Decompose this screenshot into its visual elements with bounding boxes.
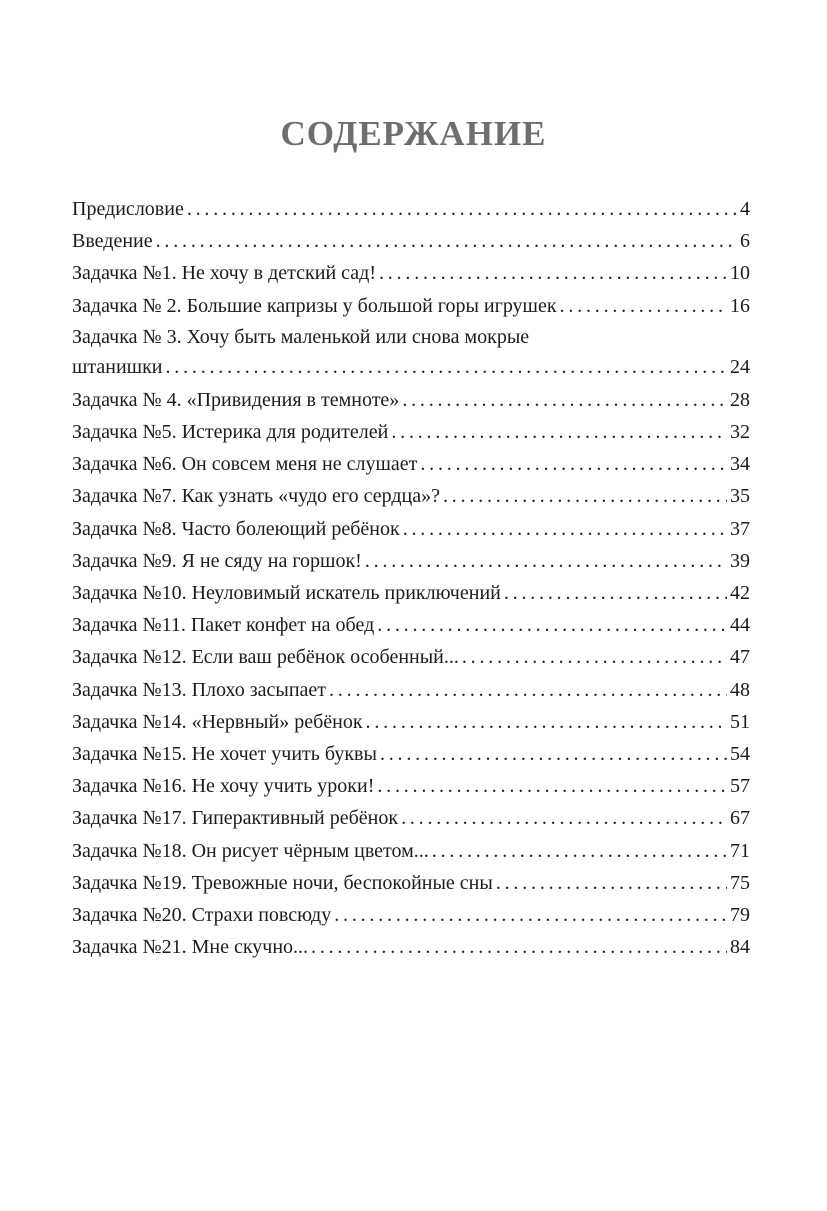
toc-entry-label: Задачка №10. Неуловимый искатель приключений [72,582,501,605]
toc-entry[interactable] [72,290,750,322]
toc-entry-page: 48 [730,678,750,701]
dot-leader [377,770,727,802]
toc-entry-label: Задачка №1. Не хочу в детский сад! [72,262,376,285]
dot-leader [432,835,727,867]
toc-entry-page: 47 [730,646,750,669]
toc-entry[interactable] [72,545,750,577]
toc-entry[interactable] [72,384,750,416]
toc-entry-label: Задачка №20. Страхи повсюду [72,904,332,927]
dot-leader [560,290,727,322]
dot-leader [401,802,727,834]
dot-leader [420,448,727,480]
toc-entry[interactable] [72,225,750,257]
dot-leader [156,225,737,257]
toc-entry-page: 34 [730,453,750,476]
toc-entry[interactable] [72,867,750,899]
toc-entry-label: Задачка №9. Я не сяду на горшок! [72,549,362,572]
toc-entry-label: Задачка №15. Не хочет учить буквы [72,743,377,766]
toc-entry-label: Задачка №14. «Нервный» ребёнок [72,710,363,733]
toc-entry-label-line1: Задачка № 3. Хочу быть маленькой или снова мокрые [72,325,530,348]
toc-entry[interactable] [72,738,750,770]
toc-entry[interactable] [72,931,750,963]
toc-entry-page: 71 [730,839,750,862]
toc-entry-page: 75 [730,871,750,894]
toc-entry[interactable] [72,193,750,225]
dot-leader [377,609,727,641]
toc-entry-label: Задачка №11. Пакет конфет на обед [72,614,375,637]
toc-entry[interactable] [72,480,750,512]
toc-entry-label: Задачка №21. Мне скучно... [72,936,309,959]
toc-entry[interactable] [72,322,750,382]
toc-entry-label: Задачка №18. Он рисует чёрным цветом... [72,839,429,862]
toc-entry-page: 42 [730,582,750,605]
dot-leader [166,352,728,382]
toc-entry-page: 16 [730,294,750,317]
dot-leader [443,480,727,512]
toc-entry-label-line2: штанишки [72,355,163,378]
toc-entry-page: 35 [730,485,750,508]
toc-entry-page: 37 [730,517,750,540]
toc-entry-page: 57 [730,775,750,798]
toc-entry-label: Предисловие [72,198,184,220]
dot-leader [391,416,727,448]
toc-entry-page: 54 [730,743,750,766]
dot-leader [504,577,727,609]
toc-entry[interactable] [72,257,750,289]
dot-leader [379,257,727,289]
toc-entry-label: Задачка №7. Как узнать «чудо его сердца»? [72,485,440,508]
toc-entry[interactable] [72,513,750,545]
toc-entry-page: 51 [730,710,750,733]
dot-leader [187,193,737,225]
toc-entry[interactable] [72,674,750,706]
dot-leader [496,867,727,899]
toc-entry-page: 4 [740,198,750,220]
page-title: СОДЕРЖАНИЕ [280,114,547,153]
toc-entry-page: 10 [730,262,750,285]
toc-entry-page: 84 [730,936,750,959]
toc-entry-label: Задачка № 2. Большие капризы у большой горы игрушек [72,294,557,317]
toc-entry-page: 39 [730,549,750,572]
dot-leader [311,931,727,963]
toc-entry[interactable] [72,899,750,931]
toc-entry-page: 6 [740,230,750,253]
toc-entry[interactable] [72,802,750,834]
toc-entry-label: Задачка №12. Если ваш ребёнок особенный... [72,646,459,669]
toc-entry-label: Задачка № 4. «Привидения в темноте» [72,388,400,411]
dot-leader [402,384,727,416]
toc-entry[interactable] [72,416,750,448]
dot-leader [334,899,727,931]
toc-entry-label: Задачка №17. Гиперактивный ребёнок [72,807,399,830]
toc-entry[interactable] [72,448,750,480]
toc-entry[interactable] [72,609,750,641]
toc-entry-line2 [72,352,750,382]
toc-entry-label: Введение [72,230,153,253]
dot-leader [403,513,727,545]
dot-leader [380,738,727,770]
dot-leader [366,706,727,738]
toc-entry-label: Задачка №16. Не хочу учить уроки! [72,775,375,798]
toc-entry-page: 67 [730,807,750,830]
dot-leader [365,545,727,577]
table-of-contents [72,193,750,963]
toc-entry[interactable] [72,770,750,802]
toc-entry-label: Задачка №6. Он совсем меня не слушает [72,453,418,476]
dot-leader [462,641,727,673]
toc-entry[interactable] [72,577,750,609]
toc-entry-label: Задачка №13. Плохо засыпает [72,678,327,701]
toc-entry-page: 28 [730,388,750,411]
toc-entry-label: Задачка №8. Часто болеющий ребёнок [72,517,400,540]
dot-leader [329,674,727,706]
toc-entry-page: 32 [730,421,750,444]
toc-entry[interactable] [72,706,750,738]
toc-entry-page: 44 [730,614,750,637]
toc-entry-label: Задачка №19. Тревожные ночи, беспокойные сны [72,871,493,894]
toc-entry[interactable] [72,835,750,867]
toc-entry-page: 79 [730,904,750,927]
toc-entry-label: Задачка №5. Истерика для родителей [72,421,389,444]
toc-entry[interactable] [72,641,750,673]
toc-entry-page: 24 [730,355,750,378]
